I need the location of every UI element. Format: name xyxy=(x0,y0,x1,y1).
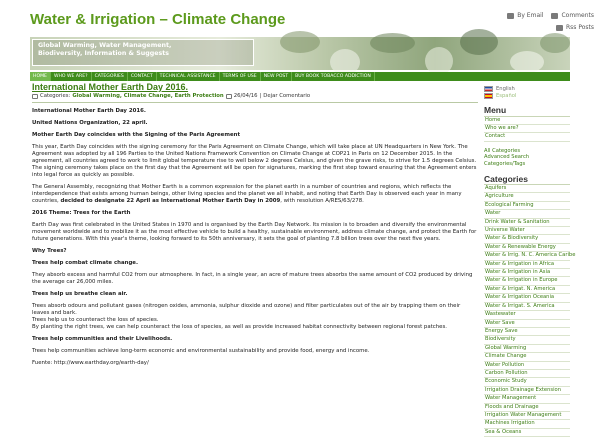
category-item[interactable]: Wastewater xyxy=(484,311,570,319)
post-date: 26/04/16 xyxy=(233,93,258,99)
sidebar xyxy=(484,86,576,437)
rss-icon xyxy=(556,25,563,31)
nav-new-post[interactable]: NEW POST xyxy=(261,72,292,81)
category-item[interactable]: Water Management xyxy=(484,395,570,403)
category-item[interactable]: Water & Irrigat. S. America xyxy=(484,303,570,311)
category-item[interactable]: Irrigation Water Management xyxy=(484,412,570,420)
category-item[interactable]: Water & Irrig. N. C. America Caribe xyxy=(484,252,570,260)
category-item[interactable]: Sea & Oceans xyxy=(484,429,570,437)
menu-item-home[interactable]: Home xyxy=(484,117,570,125)
folder-icon xyxy=(32,94,38,99)
category-item[interactable]: Economic Study xyxy=(484,378,570,386)
email-icon xyxy=(507,13,514,19)
category-item[interactable]: Floods and Drainage xyxy=(484,404,570,412)
nav-contact[interactable]: CONTACT xyxy=(128,72,157,81)
category-item[interactable]: Universe Water xyxy=(484,227,570,235)
post-meta: Categories: Global Warming, Climate Change, Earth Protection 26/04/16 | Dejar Comentario xyxy=(32,93,478,100)
category-item[interactable]: Irrigation Drainage Extension xyxy=(484,387,570,395)
category-item[interactable]: Agriculture xyxy=(484,193,570,201)
link-categories-tags[interactable]: Categories/Tags xyxy=(484,160,526,167)
menu-list xyxy=(484,116,570,142)
source-link[interactable]: http://www.earthday.org/earth-day/ xyxy=(53,360,149,366)
post-title[interactable]: International Mother Earth Day 2016. xyxy=(32,82,189,92)
category-item[interactable]: Water & Irrigation in Asia xyxy=(484,269,570,277)
link-all-categories[interactable]: All Categories xyxy=(484,147,521,154)
main-nav xyxy=(30,72,570,81)
category-item[interactable]: Biodiversity xyxy=(484,336,570,344)
category-item[interactable]: Water Save xyxy=(484,320,570,328)
spain-flag-icon xyxy=(484,93,493,99)
category-item[interactable]: Machines Irrigation xyxy=(484,420,570,428)
nav-who-we-are[interactable]: WHO WE ARE? xyxy=(51,72,92,81)
divider xyxy=(32,102,478,103)
lang-english[interactable]: English xyxy=(484,86,570,93)
category-item[interactable]: Ecological Farming xyxy=(484,202,570,210)
post-body: International Mother Earth Day 2016. United Nations Organization, 22 april. Mother Earth Day coincides with the Signing of the Paris Agreement This year, Earth Day coincides with the signing ceremony for the Paris Agreement on Climate Change, which will take place at UN Headquarters in New York. The Agreement was adopted by all 196 Parties to the United Nations Framework Convention on Climate Change at COP21 in Paris on 12 December 2015. In the agreement, all countries agreed to work to limit global temperature rise to well below 2 degrees Celsius, and given the grave risks, to strive for 1.5 degrees Celsius. The signing ceremony takes place on the first day that the Agreement will be open for signatures, marking the first step toward ensuring that the Agreement enters into legal force as quickly as possible. The General Assembly, recognizing that Mother Earth is a common expression for the planet earth in a number of countries and regions, which reflects the interdependence that exists among human beings, other living species and the planet we all inhabit, and noting that Earth Day is observed each year in many countries, decided to designate 22 April as International Mother Earth Day in 2009, with resolution A/RES/63/278. 2016 Theme: Trees for the Earth Earth Day was first celebrated in the United States in 1970 and is organised by the Earth Day Network. Its mission is to broaden and diversify the environmental movement worldwide and to mobilize it as the most effective vehicle to build a healthy, sustainable environment, address climate change, and protect the Earth for future generations. With this year's theme, looking forward to its 50th anniversary, it sets the goal of planting 7.8 billion trees over the next five years. Why Trees? Trees help combat climate change. They absorb excess and harmful CO2 from our atmosphere. In fact, in a single year, an acre of mature trees absorbs the same amount of CO2 produced by driving the average car 26,000 miles. Trees help us breathe clean air. Trees absorb odours and pollutant gases (nitrogen oxides, ammonia, sulphur dioxide and ozone) and filter particulates out of the air by trapping them on their leaves and bark. Trees help us to counteract the loss of species. By planting the right trees, we can help counteract the loss of species, as well as provide increased habitat connectivity between regional forest patches. Trees help communities and their Livelihoods. Trees help communities achieve long-term economic and environmental sustainability and provide food, energy and income. Fuente: http://www.earthday.org/earth-day/ xyxy=(32,108,477,366)
menu-heading: Menu xyxy=(484,105,507,115)
site-title[interactable]: Water & Irrigation – Climate Change xyxy=(30,11,286,28)
category-item[interactable]: Water & Renewable Energy xyxy=(484,244,570,252)
menu-item-who-we-are[interactable]: Who we are? xyxy=(484,125,570,133)
nav-terms-of-use[interactable]: TERMS OF USE xyxy=(220,72,261,81)
link-advanced-search[interactable]: Advanced Search xyxy=(484,154,530,161)
post-categories[interactable]: Global Warming, Climate Change, Earth Protection xyxy=(72,93,224,99)
category-item[interactable]: Aquifers xyxy=(484,185,570,193)
category-item[interactable]: Water xyxy=(484,210,570,218)
category-item[interactable]: Climate Change xyxy=(484,353,570,361)
subscribe-links xyxy=(502,12,594,36)
category-item[interactable]: Water & Biodiversity xyxy=(484,235,570,243)
category-item[interactable]: Water Pollution xyxy=(484,362,570,370)
nav-technical-assistance[interactable]: TECHNICAL ASSISTANCE xyxy=(157,72,220,81)
comments-link[interactable]: Comments xyxy=(551,12,594,19)
category-item[interactable]: Water & Irrigation Oceania xyxy=(484,294,570,302)
category-item[interactable]: Drink Water & Sanitation xyxy=(484,219,570,227)
calendar-icon xyxy=(226,94,232,99)
category-item[interactable]: Global Warming xyxy=(484,345,570,353)
comment-link[interactable]: Dejar Comentario xyxy=(263,93,311,99)
header-banner xyxy=(30,37,570,70)
menu-item-contact[interactable]: Contact xyxy=(484,133,570,141)
lang-spanish[interactable]: Español xyxy=(484,93,570,100)
nav-home[interactable]: HOME xyxy=(30,72,51,81)
site-tagline: Global Warming, Water Management, Biodiversity, Information & Suggests xyxy=(32,39,254,66)
category-item[interactable]: Water & Irrigation in Europe xyxy=(484,277,570,285)
by-email-link[interactable]: By Email xyxy=(507,12,543,19)
categories-heading: Categories xyxy=(484,173,528,184)
category-item[interactable]: Carbon Pollution xyxy=(484,370,570,378)
rss-link[interactable]: Rss Posts xyxy=(556,24,594,31)
comments-icon xyxy=(551,13,558,19)
post xyxy=(32,84,478,372)
category-item[interactable]: Water & Irrigat. N. America xyxy=(484,286,570,294)
category-item[interactable]: Water & Irrigation in Africa xyxy=(484,261,570,269)
nav-categories[interactable]: CATEGORIES xyxy=(92,72,128,81)
categories-list xyxy=(484,184,576,437)
nav-buy-book[interactable]: BUY BOOK TOBACCO ADDICTION xyxy=(292,72,375,81)
uk-flag-icon xyxy=(484,86,493,92)
category-item[interactable]: Energy Save xyxy=(484,328,570,336)
